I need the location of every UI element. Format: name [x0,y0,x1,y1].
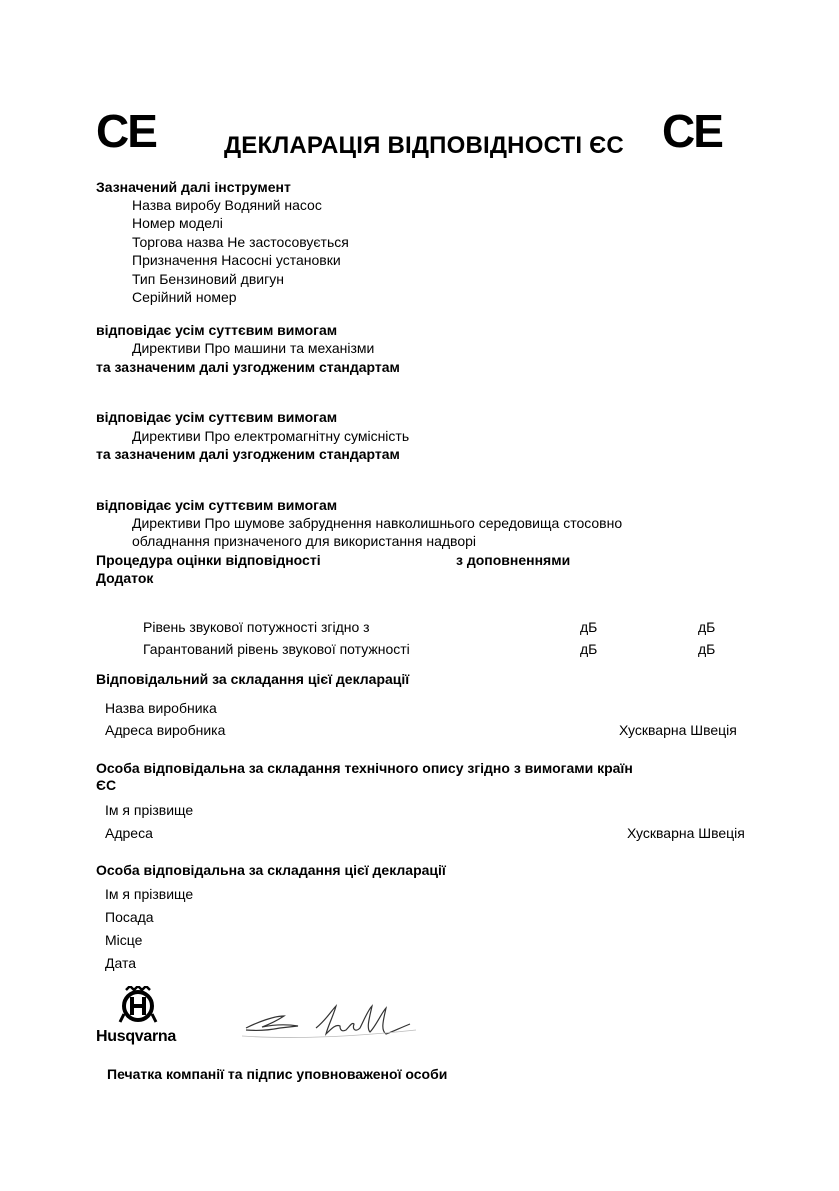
directive-emc: Директиви Про електромагнітну сумісність [132,428,410,444]
serial-number-line: Серійний номер [132,289,237,305]
type-line: Тип Бензиновий двигун [132,271,284,287]
tech-file-address-label: Адреса [105,825,153,841]
husqvarna-logo [96,986,180,1048]
standards-text: та зазначеним далі узгодженим стандартам [96,359,400,375]
directive-noise-line2: обладнання призначеного для використання надворі [132,533,477,549]
requirements-text: відповідає усім суттєвим вимогам [96,409,338,425]
declaration-position-label: Посада [105,909,154,925]
standards-text: та зазначеним далі узгодженим стандартам [96,446,400,462]
husqvarna-wordmark: Husqvarna [96,1028,176,1045]
product-name-line: Назва виробу Водяний насос [132,197,322,213]
manufacturer-location: Хускварна Швеція [619,722,737,738]
sound-power-unit-2: дБ [698,619,716,635]
tech-file-heading-eu: ЄС [96,777,117,793]
assessment-amendments: з доповненнями [456,552,571,568]
declaration-place-label: Місце [105,932,143,948]
signature-icon [240,1000,420,1050]
signature [240,1000,420,1050]
manufacturer-name-label: Назва виробника [105,700,217,716]
requirements-text: відповідає усім суттєвим вимогам [96,322,338,338]
purpose-line: Призначення Насосні установки [132,252,341,268]
assessment-procedure: Процедура оцінки відповідності [96,552,321,568]
guaranteed-sound-label: Гарантований рівень звукової потужності [143,641,410,657]
guaranteed-sound-unit-2: дБ [698,641,716,657]
stamp-caption: Печатка компанії та підпис уповноваженої особи [107,1066,448,1082]
manufacturer-address-label: Адреса виробника [105,722,226,738]
declaration-person-heading: Особа відповідальна за складання цієї декларації [96,862,446,878]
trade-name-line: Торгова назва Не застосовується [132,234,349,250]
guaranteed-sound-unit-1: дБ [580,641,598,657]
page-title: ДЕКЛАРАЦІЯ ВІДПОВІДНОСТІ ЄС [224,132,624,159]
model-number-line: Номер моделі [132,215,223,231]
directive-machinery: Директиви Про машини та механізми [132,340,375,356]
declaration-date-label: Дата [105,955,137,971]
tech-file-heading: Особа відповідальна за складання технічного опису згідно з вимогами країн [96,760,633,776]
responsible-heading: Відповідальний за складання цієї декларації [96,671,410,687]
sound-power-label: Рівень звукової потужності згідно з [143,619,370,635]
tech-file-name-label: Ім я прізвище [105,802,194,818]
requirements-text: відповідає усім суттєвим вимогам [96,497,338,513]
tech-file-location: Хускварна Швеція [627,825,745,841]
product-heading: Зазначений далі інструмент [96,179,291,195]
assessment-annex: Додаток [96,570,154,586]
directive-noise-line1: Директиви Про шумове забруднення навколишнього середовища стосовно [132,515,623,531]
sound-power-unit-1: дБ [580,619,598,635]
declaration-name-label: Ім я прізвище [105,886,194,902]
ce-mark-right: CE [662,105,722,157]
ce-mark-left: CE [96,105,156,157]
